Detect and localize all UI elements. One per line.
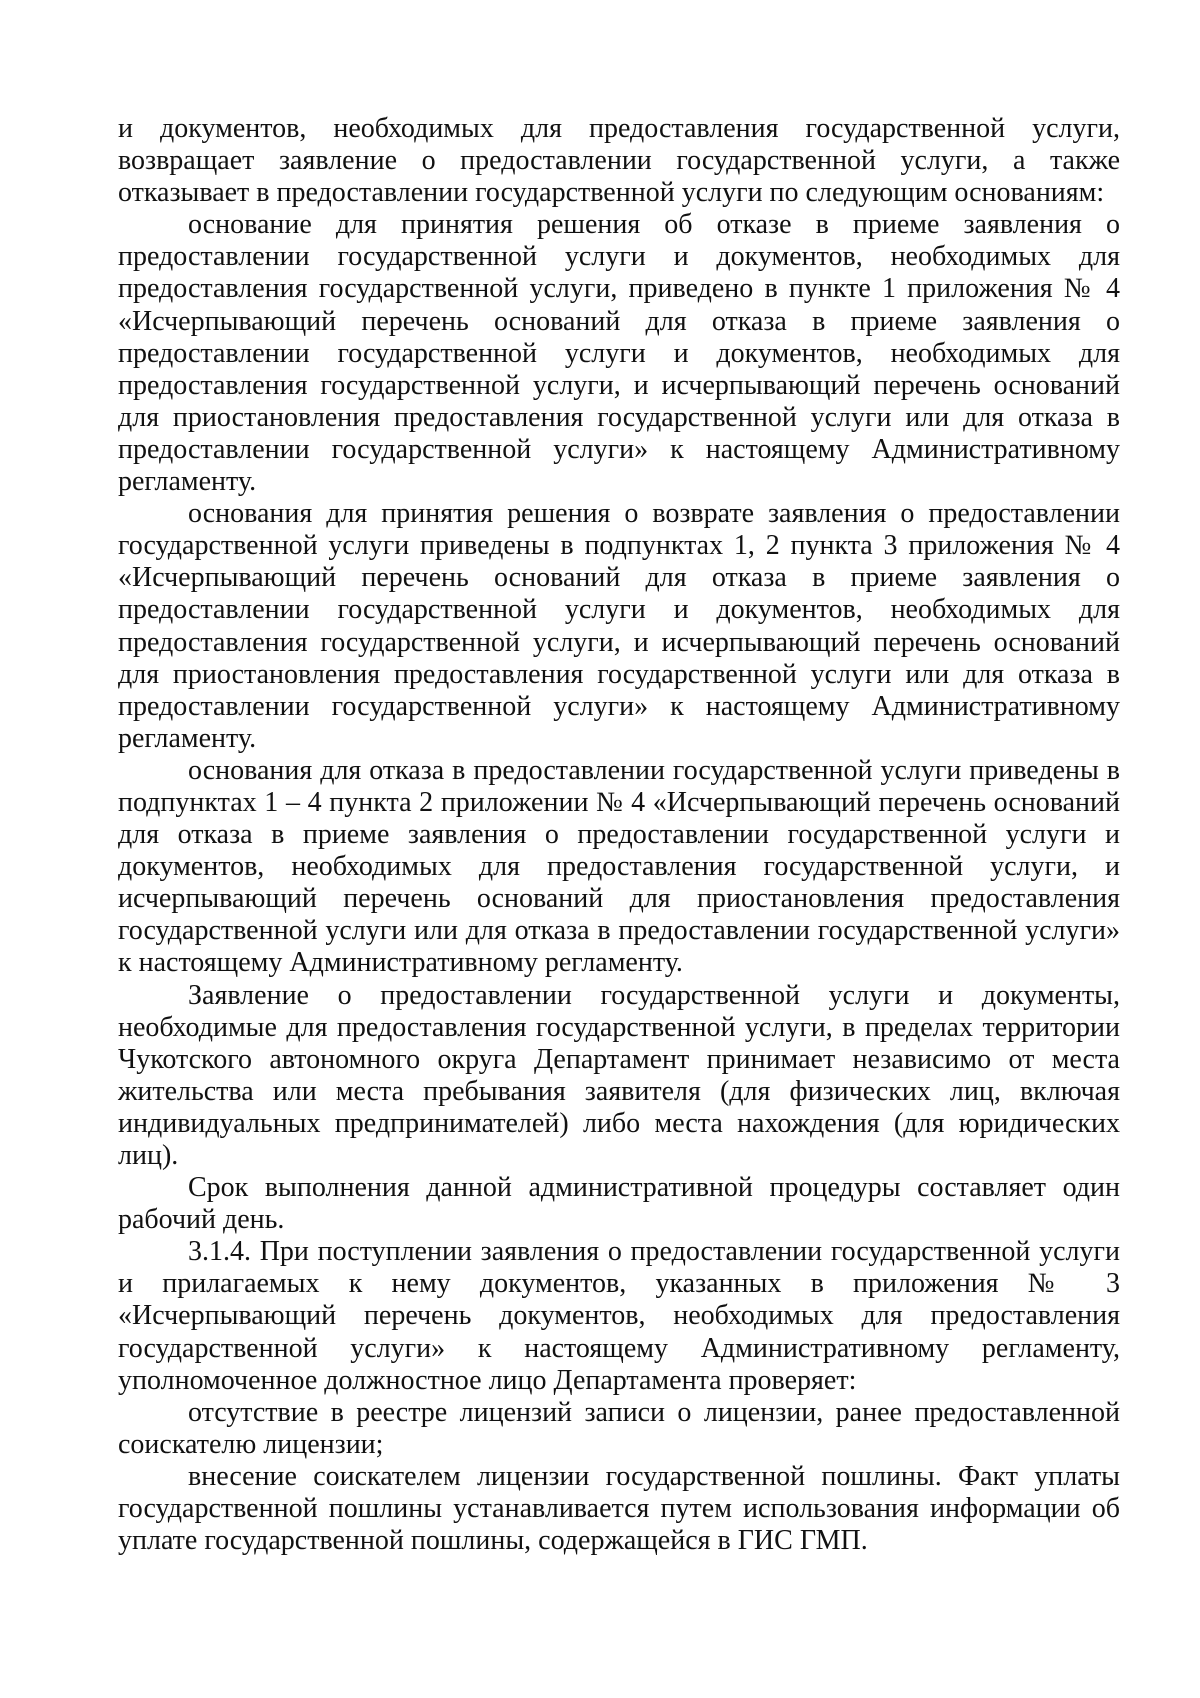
paragraph-fee-check: внесение соискателем лицензии государственной пошлины. Факт уплаты государственной пошлины устанавливается путем использования информации об уплате государственной пошлины, содержащейся в ГИС ГМП. [118, 1460, 1120, 1557]
paragraph-registry-check: отсутствие в реестре лицензий записи о лицензии, ранее предоставленной соискателю лицензии; [118, 1396, 1120, 1460]
paragraph-deadline: Срок выполнения данной административной процедуры составляет один рабочий день. [118, 1172, 1120, 1236]
paragraph-refusal-basis: основание для принятия решения об отказе в приеме заявления о предоставлении государственной услуги и документов, необходимых для предоставления государственной услуги, приведено в пункте 1 приложения № 4 «Исчерпывающий перечень оснований для отказа в приеме заявления о предоставлении государственной услуги и документов, необходимых для предоставления государственной услуги, и исчерпывающий перечень оснований для приостановления предоставления государственной услуги или для отказа в предоставлении государственной услуги» к настоящему Административному регламенту. [118, 209, 1120, 498]
paragraph-application-acceptance: Заявление о предоставлении государственной услуги и документы, необходимые для предоставления государственной услуги, в пределах территории Чукотского автономного округа Департамент принимает независимо от места жительства или места пребывания заявителя (для физических лиц, включая индивидуальных предпринимателей) либо места нахождения (для юридических лиц). [118, 979, 1120, 1171]
paragraph-section-3-1-4: 3.1.4. При поступлении заявления о предоставлении государственной услуги и прилагаемых к нему документов, указанных в приложения № 3 «Исчерпывающий перечень документов, необходимых для предоставления государственной услуги» к настоящему Административному регламенту, уполномоченное должностное лицо Департамента проверяет: [118, 1236, 1120, 1396]
paragraph-continuation: и документов, необходимых для предоставления государственной услуги, возвращает заявление о предоставлении государственной услуги, а также отказывает в предоставлении государственной услуги по следующим основаниям: [118, 113, 1120, 209]
paragraph-denial-basis: основания для отказа в предоставлении государственной услуги приведены в подпунктах 1 – 4 пункта 2 приложении № 4 «Исчерпывающий перечень оснований для отказа в приеме заявления о предоставлении государственной услуги и документов, необходимых для предоставления государственной услуги, и исчерпывающий перечень оснований для приостановления предоставления государственной услуги или для отказа в предоставлении государственной услуги» к настоящему Административному регламенту. [118, 754, 1120, 979]
document-page [118, 113, 1120, 1557]
paragraph-return-basis: основания для принятия решения о возврате заявления о предоставлении государственной услуги приведены в подпунктах 1, 2 пункта 3 приложения № 4 «Исчерпывающий перечень оснований для отказа в приеме заявления о предоставлении государственной услуги и документов, необходимых для предоставления государственной услуги, и исчерпывающий перечень оснований для приостановления предоставления государственной услуги или для отказа в предоставлении государственной услуги» к настоящему Административному регламенту. [118, 498, 1120, 754]
